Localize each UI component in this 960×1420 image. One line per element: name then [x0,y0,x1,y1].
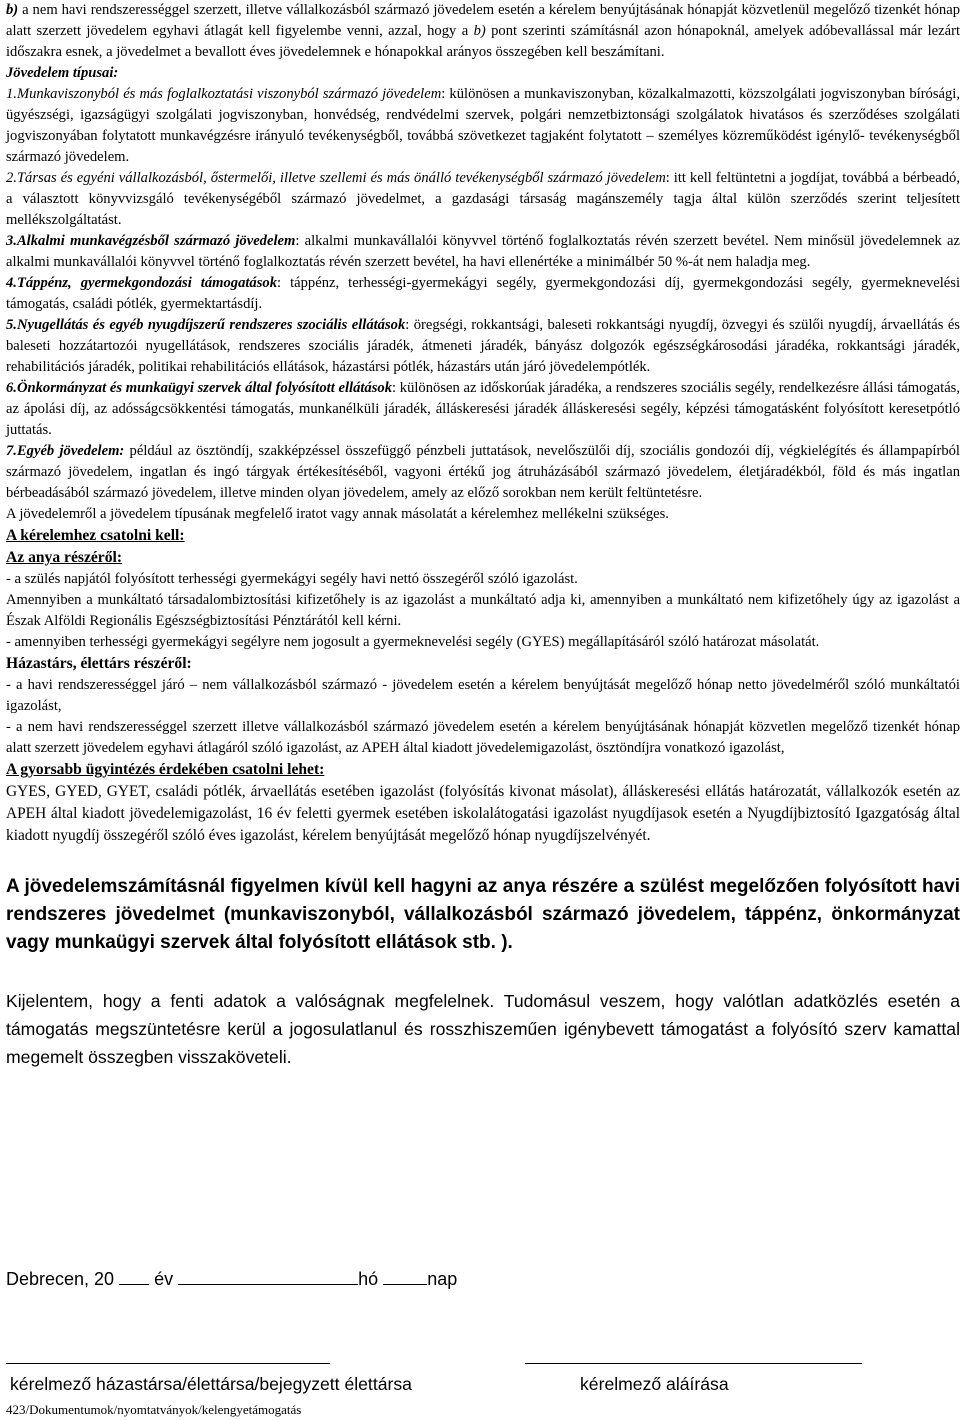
income-type-6 [6,378,960,441]
income-type-6-text: : különösen az időskorúak járadéka, a rendszeres szociális segély, rendelkezésre állási támogatás, az ápolási díj, az adósságcsökkentési támogatás, munkanélküli járadék, álláskeresési járadék álláskeresési segély, képzési támogatásként folyósított keresetpótló juttatás. [6,380,960,438]
income-type-2-title: 2.Társas és egyéni vállalkozásból, őstermelői, illetve szellemi és más önálló tevékenységből származó jövedelem [6,170,666,186]
declaration-text: Kijelentem, hogy a fenti adatok a valóságnak megfelelnek. Tudomásul veszem, hogy valótlan adatközlés esetén a támogatás megszüntetésre kerül a jogosulatlanul és rosszhiszeműen igénybevett támogatást a folyósító szerv kamattal megemelt összegben visszaköveteli. [6,991,960,1067]
speed-heading: A gyorsabb ügyintézés érdekében csatolni lehet: [6,761,325,778]
mother-note: Amennyiben a munkáltató társadalombiztosítási kifizetőhely is az igazolást a munkáltató adja ki, amennyiben a munkáltató nem kifizetőhely úgy az igazolást a Észak Alföldi Regionális Egészségbiztosítási Pénztárától kell kérni. [6,592,960,629]
spouse-item-2: - a nem havi rendszerességgel szerzett illetve vállalkozásból származó jövedelem esetén a kérelem benyújtásának hónapját közvetlen megelőző tizenkét hónap alatt szerzett jövedelem egyhavi átlagáról szóló igazolást, az APEH által kiadott jövedelemigazolást, ösztöndíjra vonatkozó igazolást, [6,719,960,756]
speed-text: GYES, GYED, GYET, családi pótlék, árvaellátás esetében igazolást (folyósítás kivonat másolat), álláskeresési ellátás határozatát, vállalkozók esetén az APEH által kiadott jövedelemigazolást, 16 év feletti gyermek esetében iskolalátogatási igazolást nyugdíjasok esetén a Nyugdíjbiztosító Igazgatóság által kiadott nyugdíj összegéről szóló éves igazolást, kérelem benyújtását megelőző hónap nyugdíjszelvényét. [6,783,960,844]
income-type-1 [6,84,960,168]
income-type-5-title: 5.Nyugellátás és egyéb nyugdíjszerű rendszeres szociális ellátások [6,317,406,333]
income-type-2-text: : itt kell feltüntetni a jogdíjat, továbbá a bérbeadó, a választott könyvvizsgáló tevékenységéből származó jövedelmet, a gazdasági társaság magánszemély tagja által külön szerződés szerint teljesített mellékszolgáltatást. [6,170,960,228]
document-page [6,0,960,1071]
item-b-text2: pont szerinti számításnál azon hónapoknál, amelyek adóbevallással már lezárt időszakra esnek, a jövedelmet a bevallott éves jövedelemnek e hónapokkal arányos összegében kell beszámítani. [6,23,960,60]
income-type-4-text: : táppénz, terhességi-gyermekágyi segély, gyermekgondozási díj, gyermekgondozási segély, gyermeknevelési támogatás, családi pótlék, gyermektartásdíj. [6,275,960,312]
item-b-text: a nem havi rendszerességgel szerzett, illetve vállalkozásból származó jövedelem esetén a kérelem benyújtásának hónapját közvetlenül megelőző tizenkét hónap alatt szerzett jövedelem egyhavi átlagát kell figyelembe venni, azzal, hogy a [6,2,960,39]
income-type-7 [6,441,960,504]
income-type-5 [6,315,960,378]
income-type-3-title: 3.Alkalmi munkavégzésből származó jövedelem [6,233,296,249]
date-city: Debrecen, 20 [6,1269,115,1289]
spouse-item-1: - a havi rendszerességgel járó – nem vállalkozásból származó - jövedelem esetén a kérelem benyújtását megelőző hónap netto jövedelméről szóló munkáltatói igazolást, [6,677,960,714]
mother-item-1: - a szülés napjától folyósított terhességi gyermekágyi segély havi nettó összegéről szóló igazolást. [6,571,578,587]
attach-note: A jövedelemről a jövedelem típusának megfelelő iratot vagy annak másolatát a kérelemhez mellékelni szükséges. [6,506,669,522]
income-type-7-title: 7.Egyéb jövedelem: [6,443,125,459]
income-type-7-text: például az ösztöndíj, szakképzéssel összefüggő pénzbeli juttatások, nevelőszülői díj, szociális gondozói díj, végkielégítés és állampapírból származó jövedelem, ingatlan és ingó tárgyak értékesítéséből, vagyoni értékű jog átruházásából származó jövedelem, életjáradékból, föld és más ingatlan bérbeadásából származó jövedelem, illetve minden olyan jövedelem, amely az előző sorokban nem került feltüntetésre. [6,443,960,501]
income-type-1-text: : különösen a munkaviszonyban, közalkalmazotti, közszolgálati jogviszonyban bírósági, ügyészségi, igazságügyi szolgálati jogviszonyban, honvédség, rendvédelmi szervek, polgári nemzetbiztonsági szolgálatok hivatásos és szerződéses szolgálati jogviszonyában folytatott munkavégzésre irányuló tevékenységből, továbbá szövetkezet tagjaként folytatott – személyes közreműködést igénylő- tevékenységből származó jövedelem. [6,86,960,165]
item-b-marker: b) [6,2,19,18]
income-type-1-title: 1.Munkaviszonyból és más foglalkoztatási viszonyból származó jövedelem [6,86,442,102]
date-month-label: hó [358,1269,379,1289]
income-type-5-text: : öregségi, rokkantsági, baleseti rokkantsági nyugdíj, özvegyi és szülői nyugdíj, árvaellátás és baleseti hozzátartozói nyugellátások, rendszeres szociális járadék, átmeneti járadék, bányász dolgozók egészségkárosodási járadéka, rokkantsági járadék, rehabilitációs járadék, politikai rehabilitációs ellátások, házastársi pótlék, házastárs után járó jövedelempótlék. [6,317,960,375]
income-type-3 [6,231,960,273]
spouse-signature-label: kérelmező házastársa/élettársa/bejegyzett élettársa [10,1374,412,1394]
spouse-heading: Házastárs, élettárs részéről: [6,655,192,672]
notice-bold: A jövedelemszámításnál figyelmen kívül kell hagyni az anya részére a szülést megelőzően folyósított havi rendszeres jövedelmet (munkaviszonyból, vállalkozásból származó jövedelem, táppénz, önkormányzat vagy munkaügyi szervek által folyósított ellátások stb. ). [6,876,960,953]
month-blank[interactable] [178,1268,358,1285]
income-type-6-title: 6.Önkormányzat és munkaügyi szervek által folyósított ellátások [6,380,392,396]
income-type-4 [6,273,960,315]
year-blank[interactable] [119,1268,149,1285]
income-types-heading: Jövedelem típusai: [6,65,119,81]
income-type-3-text: : alkalmi munkavállalói könyvvel történő foglalkoztatás révén szerzett bevétel. Nem minősül jövedelemnek az alkalmi munkavállalói könyvvel történő foglalkoztatás révén szerzett bevétel, ha havi ellenértéke a minimálbér 50 %-át nem haladja meg. [6,233,960,270]
date-day-label: nap [427,1269,458,1289]
spouse-signature-line[interactable] [6,1363,330,1364]
mother-heading: Az anya részéről: [6,549,123,566]
applicant-signature-label: kérelmező aláírása [580,1374,729,1394]
item-b-ref: b) [473,23,486,39]
income-type-4-title: 4.Táppénz, gyermekgondozási támogatások [6,275,278,291]
income-type-2 [6,168,960,231]
date-line [6,1268,457,1290]
attachments-heading: A kérelemhez csatolni kell: [6,527,185,544]
mother-item-2: - amennyiben terhességi gyermekágyi segélyre nem jogosult a gyermeknevelési segély (GYES) megállapításáról szóló határozat másolatát. [6,634,820,650]
paragraph-b [6,0,960,63]
day-blank[interactable] [383,1268,427,1285]
footer-path: 423/Dokumentumok/nyomtatványok/kelengyetámogatás [6,1402,302,1417]
applicant-signature-line[interactable] [525,1363,862,1364]
date-year-label: év [154,1269,174,1289]
